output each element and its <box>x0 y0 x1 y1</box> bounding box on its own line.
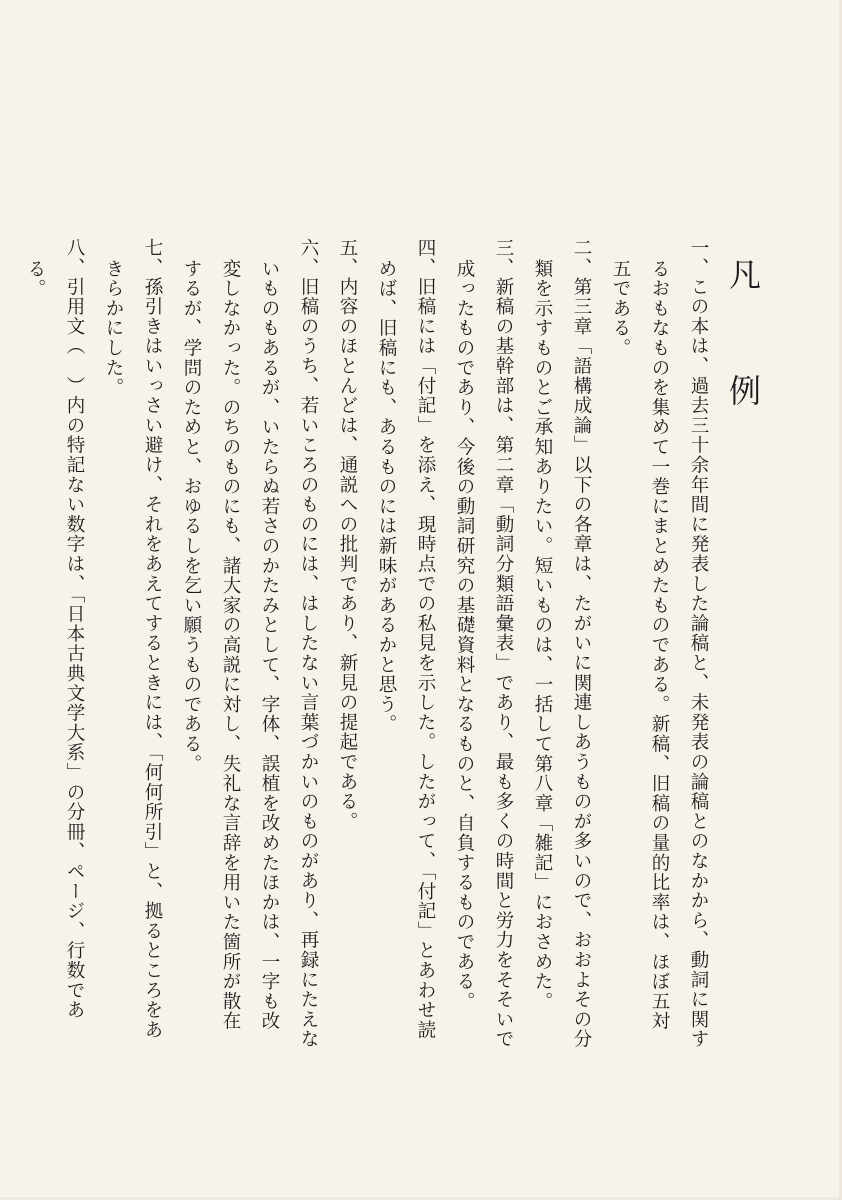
list-item-1 <box>601 238 718 1049</box>
item-text: 内容のほとんどは、通説への批判であり、新見の提起である。 <box>337 277 358 832</box>
list-item-7 <box>94 238 172 1049</box>
item-text: 第三章「語構成論」以下の各章は、たがいに関連しあうものが多いので、おおよその分類を示すものとご承知ありたい。短いものは、一括して第八章「雑記」におさめた。 <box>532 259 592 1050</box>
list-item-4 <box>367 238 445 1049</box>
item-number: 一、 <box>688 238 709 277</box>
item-number: 四、 <box>415 238 436 277</box>
list-item-3 <box>445 238 523 1049</box>
item-text: 旧稿のうち、若いころのものには、はしたない言葉づかいのものがあり、再録にたえないものもあるが、いたらぬ若さのかたみとして、字体、誤植を改めたほかは、一字も改変しなかった。のちのものにも、諸大家の高説に対し、失礼な言辞を用いた箇所が散在するが、学問のためと、おゆるしを乞い願うものである。 <box>181 259 319 1050</box>
list-item-8 <box>16 238 94 1049</box>
item-number: 七、 <box>142 238 163 277</box>
item-number: 六、 <box>298 238 319 277</box>
item-text: この本は、過去三十余年間に発表した論稿と、未発表の論稿とのなかから、動詞に関するおもなものを集めて一巻にまとめたものである。新稿、旧稿の量的比率は、ほぼ五対五である。 <box>610 259 709 1050</box>
list-item-6 <box>172 238 328 1049</box>
page-title: 凡 例 <box>724 258 762 432</box>
list-item-5 <box>328 238 367 1049</box>
list-item-2 <box>523 238 601 1049</box>
item-number: 五、 <box>337 238 358 277</box>
item-text: 孫引きはいっさい避け、それをあえてするときには、「何何所引」と、拠るところをあきらかにした。 <box>103 259 163 1040</box>
item-number: 八、 <box>64 238 85 277</box>
notes-list <box>16 238 718 1050</box>
item-text: 新稿の基幹部は、第二章「動詞分類語彙表」であり、最も多くの時間と労力をそそいで成ったものであり、今後の動詞研究の基礎資料となるものと、自負するものである。 <box>454 259 514 1050</box>
item-text: 旧稿には「付記」を添え、現時点での私見を示した。したがって、「付記」とあわせ読めば、旧稿にも、あるものには新味があるかと思う。 <box>376 259 436 1040</box>
item-text: 引用文（ ）内の特記ない数字は、「日本古典文学大系」の分冊、ページ、行数である。 <box>25 259 85 1021</box>
item-number: 三、 <box>493 238 514 277</box>
item-number: 二、 <box>571 238 592 277</box>
